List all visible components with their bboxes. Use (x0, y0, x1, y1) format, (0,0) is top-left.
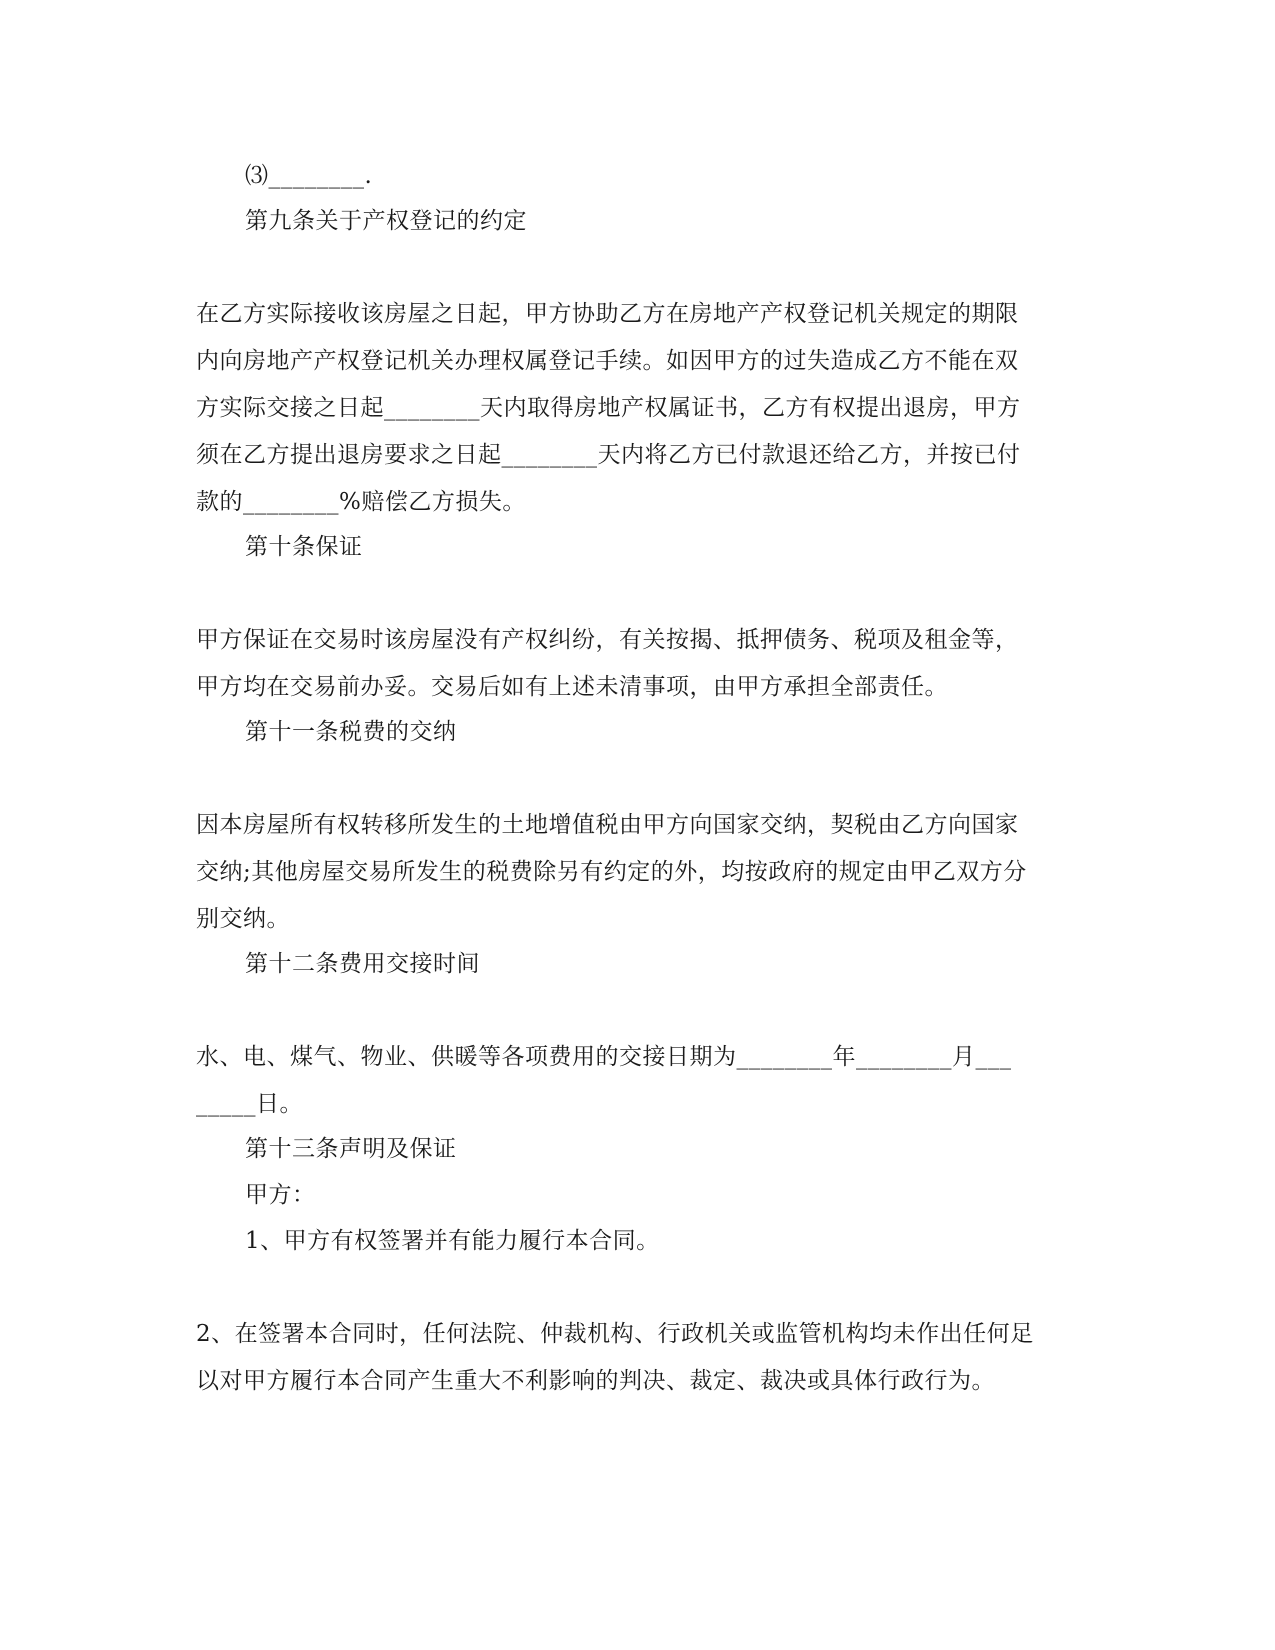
clause-item-3: ⑶________. (245, 163, 373, 189)
article-10-text-line-1: 甲方保证在交易时该房屋没有产权纠纷，有关按揭、抵押债务、税项及租金等， (196, 627, 1019, 653)
article-11-heading: 第十一条税费的交纳 (245, 719, 457, 745)
article-11-text-line-2: 交纳;其他房屋交易所发生的税费除另有约定的外，均按政府的规定由甲乙双方分 (196, 859, 1027, 885)
article-9-text-line-2: 内向房地产产权登记机关办理权属登记手续。如因甲方的过失造成乙方不能在双 (196, 348, 1019, 374)
article-9-text-line-4: 须在乙方提出退房要求之日起________天内将乙方已付款退还给乙方，并按已付 (196, 442, 1021, 468)
article-9-heading: 第九条关于产权登记的约定 (245, 208, 527, 234)
article-12-text-line-2: _____日。 (196, 1091, 303, 1117)
article-9-text-line-1: 在乙方实际接收该房屋之日起，甲方协助乙方在房地产产权登记机关规定的期限 (196, 301, 1019, 327)
party-a-statement-2-line-2: 以对甲方履行本合同产生重大不利影响的判决、裁定、裁决或具体行政行为。 (196, 1368, 995, 1394)
party-a-statement-1: 1、甲方有权签署并有能力履行本合同。 (245, 1228, 660, 1254)
article-12-heading: 第十二条费用交接时间 (245, 951, 480, 977)
article-9-text-line-5: 款的________%赔偿乙方损失。 (196, 489, 526, 515)
article-10-text-line-2: 甲方均在交易前办妥。交易后如有上述未清事项，由甲方承担全部责任。 (196, 674, 948, 700)
article-10-heading: 第十条保证 (245, 534, 363, 560)
article-12-text-line-1: 水、电、煤气、物业、供暖等各项费用的交接日期为________年________月___ (196, 1044, 1012, 1070)
article-11-text-line-3: 别交纳。 (196, 906, 290, 932)
article-9-text-line-3: 方实际交接之日起________天内取得房地产权属证书，乙方有权提出退房，甲方 (196, 395, 1021, 421)
article-11-text-line-1: 因本房屋所有权转移所发生的土地增值税由甲方向国家交纳，契税由乙方向国家 (196, 812, 1019, 838)
party-a-statement-2-line-1: 2、在签署本合同时，任何法院、仲裁机构、行政机关或监管机构均未作出任何足 (196, 1321, 1034, 1347)
article-13-heading: 第十三条声明及保证 (245, 1136, 457, 1162)
party-a-label: 甲方： (245, 1182, 316, 1208)
